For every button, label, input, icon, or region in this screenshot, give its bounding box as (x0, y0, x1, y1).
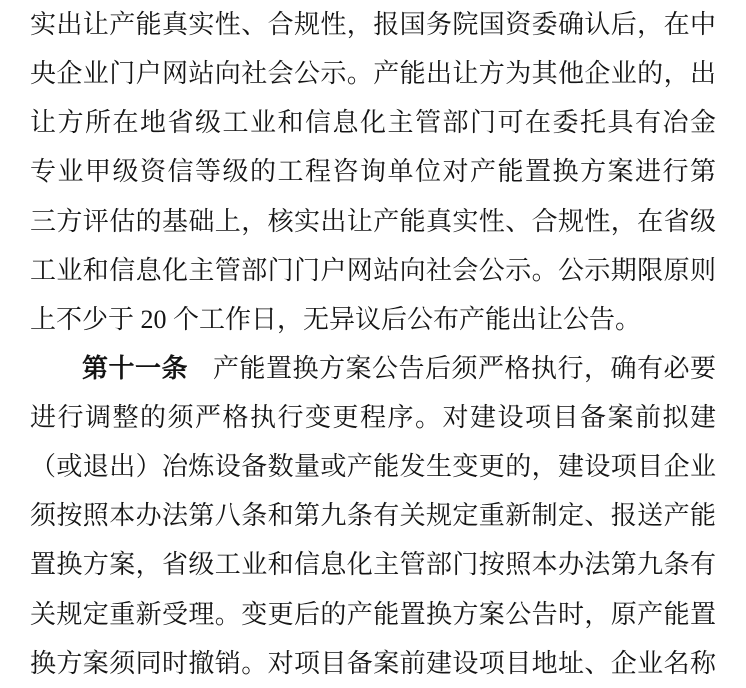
text-line: 进行调整的须严格执行变更程序。对建设项目备案前拟建 (30, 403, 716, 432)
article-number: 第十一条 (82, 352, 188, 383)
text-line: 关规定重新受理。变更后的产能置换方案公告时，原产能置 (30, 599, 716, 629)
article-heading-line (30, 344, 716, 393)
text-line: 央企业门户网站向社会公示。产能出让方为其他企业的，出 (30, 59, 716, 89)
text-column (30, 0, 716, 688)
text-line: 换方案须同时撤销。对项目备案前建设项目地址、企业名称 (30, 648, 716, 678)
text-line: 专业甲级资信等级的工程咨询单位对产能置换方案进行第 (30, 157, 716, 187)
text-line: 实出让产能真实性、合规性，报国务院国资委确认后，在中 (30, 10, 716, 39)
text-line: 置换方案，省级工业和信息化主管部门按照本办法第九条有 (30, 550, 716, 580)
text-line: 让方所在地省级工业和信息化主管部门可在委托具有冶金 (30, 108, 716, 138)
article-heading-text: 产能置换方案公告后须严格执行，确有必要 (213, 353, 716, 383)
text-line: 须按照本办法第八条和第九条有关规定重新制定、报送产能 (30, 501, 716, 531)
text-line: （或退出）冶炼设备数量或产能发生变更的，建设项目企业 (30, 452, 716, 482)
text-line: 三方评估的基础上，核实出让产能真实性、合规性，在省级 (30, 206, 716, 236)
text-line: 工业和信息化主管部门门户网站向社会公示。公示期限原则 (30, 255, 716, 285)
paragraph-end-line: 上不少于 20 个工作日，无异议后公布产能出让公告。 (30, 304, 642, 334)
